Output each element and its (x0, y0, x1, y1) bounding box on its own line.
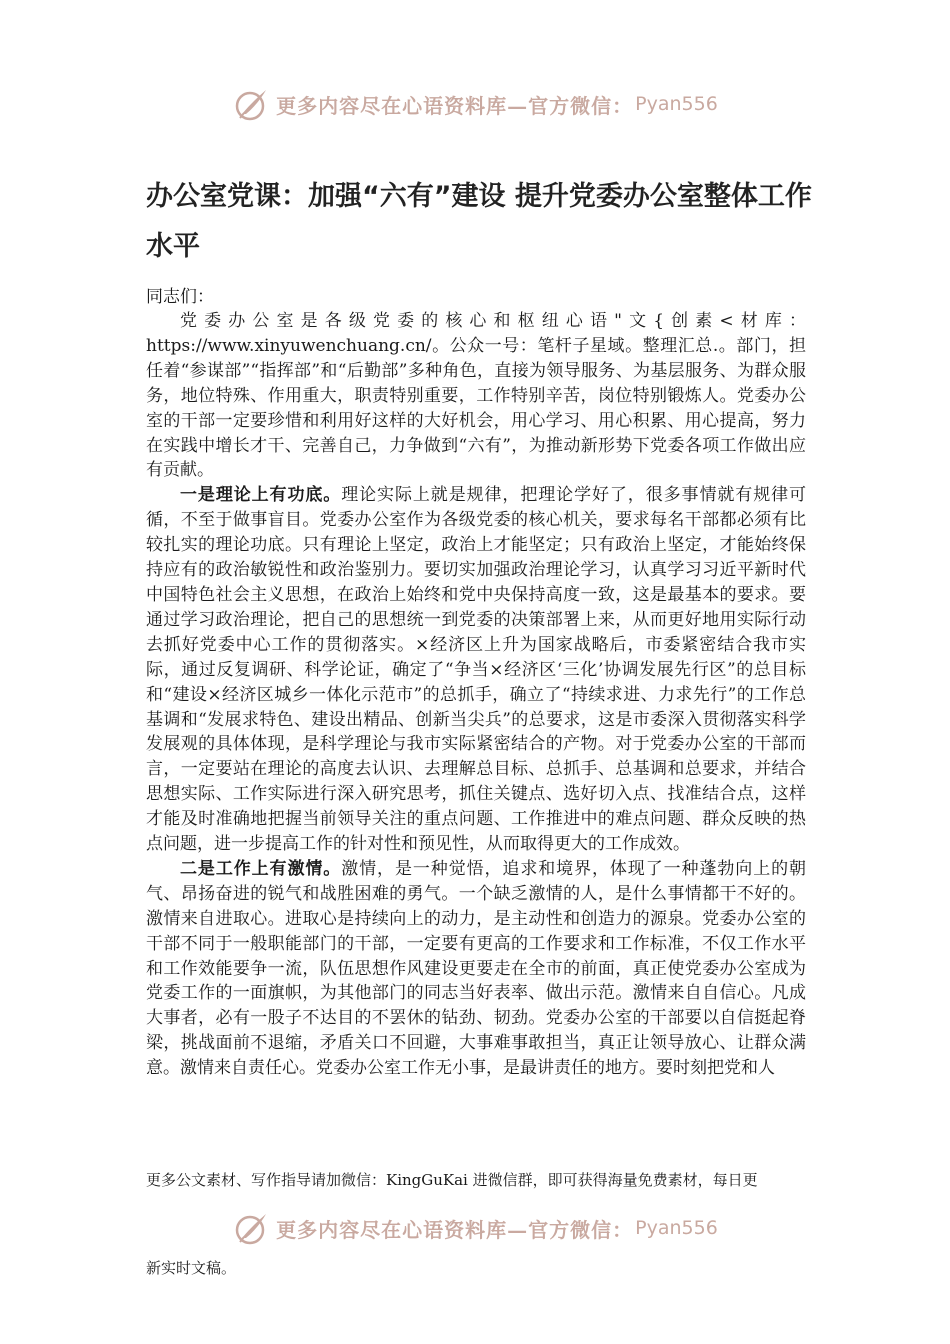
quill-logo-icon (232, 84, 272, 124)
banner-wechat-id: Pyan556 (635, 1217, 718, 1239)
footer-promo-line-continued: 新实时文稿。 (146, 1259, 237, 1277)
banner-text: 更多内容尽在心语资料库—官方微信： (276, 93, 634, 118)
document-body (146, 309, 806, 1081)
paragraph-passion: 二是工作上有激情。激情，是一种觉悟，追求和境界，体现了一种蓬勃向上的朝气、昂扬奋进的锐气和战胜困难的勇气。一个缺乏激情的人，是什么事情都干不好的。激情来自进取心。进取心是持续向上的动力，是主动性和创造力的源泉。党委办公室的干部不同于一般职能部门的干部，一定要有更高的工作要求和工作标准，不仅工作水平和工作效能要争一流，队伍思想作风建设更要走在全市的前面，真正使党委办公室成为党委工作的一面旗帜，为其他部门的同志当好表率、做出示范。激情来自自信心。凡成大事者，必有一股子不达目的不罢休的钻劲、韧劲。党委办公室的干部要以自信挺起脊梁，挑战面前不退缩，矛盾关口不回避，大事难事敢担当，真正让领导放心、让群众满意。激情来自责任心。党委办公室工作无小事，是最讲责任的地方。要时刻把党和人 (146, 858, 807, 1079)
banner-text: 更多内容尽在心语资料库—官方微信： (276, 1217, 634, 1242)
document-title: 办公室党课：加强“六有”建设 提升党委办公室整体工作水平 (146, 181, 812, 262)
footer-promo-line: 更多公文素材、写作指导请加微信：KingGuKai 进微信群，即可获得海量免费素材，每日更 (146, 1171, 758, 1189)
header-watermark-banner (0, 82, 950, 126)
footer-watermark-banner (0, 1206, 950, 1250)
salutation: 同志们： (146, 287, 214, 307)
paragraph-lead: 一是理论上有功底。 (180, 485, 342, 506)
paragraph-theory: 一是理论上有功底。理论实际上就是规律，把理论学好了，很多事情就有规律可循，不至于做事盲目。党委办公室作为各级党委的核心机关，要求每名干部都必须有比较扎实的理论功底。只有理论上坚定，政治上才能坚定；只有政治上坚定，才能始终保持应有的政治敏锐性和政治鉴别力。要切实加强政治理论学习，认真学习习近平新时代中国特色社会主义思想，在政治上始终和党中央保持高度一致，这是最基本的要求。要通过学习政治理论，把自己的思想统一到党委的决策部署上来，从而更好地用实际行动去抓好党委中心工作的贯彻落实。×经济区上升为国家战略后，市委紧密结合我市实际，通过反复调研、科学论证，确定了“争当×经济区‘三化’协调发展先行区”的总目标和“建设×经济区城乡一体化示范市”的总抓手，确立了“持续求进、力求先行”的工作总基调和“发展求特色、建设出精品、创新当尖兵”的总要求，这是市委深入贯彻落实科学发展观的具体体现，是科学理论与我市实际紧密结合的产物。对于党委办公室的干部而言，一定要站在理论的高度去认识、去理解总目标、总抓手、总基调和总要求，并结合思想实际、工作实际进行深入研究思考，抓住关键点、选好切入点、找准结合点，这样才能及时准确地把握当前领导关注的重点问题、工作推进中的难点问题、群众反映的热点问题，进一步提高工作的针对性和预见性，从而取得更大的工作成效。 (146, 485, 807, 855)
paragraph-lead: 二是工作上有激情。 (180, 858, 342, 879)
banner-wechat-id: Pyan556 (635, 93, 718, 115)
paragraph-intro: 党委办公室是各级党委的核心和枢纽心语"文{创素<材库：https://www.xinyuwenchuang.cn/。公众一号：笔杆子星域。整理汇总.。部门，担任着“参谋部”“指挥部”和“后勤部”多种角色，直接为领导服务、为基层服务、为群众服务，地位特殊、作用重大，职责特别重要，工作特别辛苦，岗位特别锻炼人。党委办公室的干部一定要珍惜和利用好这样的大好机会，用心学习、用心积累、用心提高，努力在实践中增长才干、完善自己，力争做到“六有”，为推动新形势下党委各项工作做出应有贡献。 (146, 311, 806, 481)
quill-logo-icon (232, 1208, 272, 1248)
